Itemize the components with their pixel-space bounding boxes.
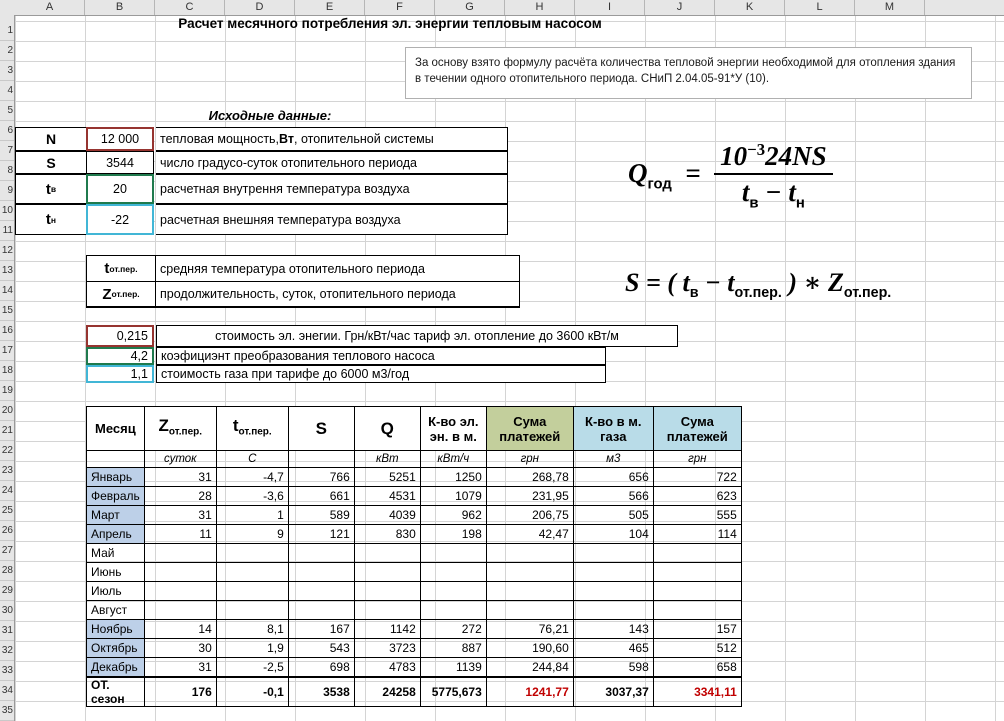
row-header-2[interactable]: 2 [0,41,14,61]
table-header-7[interactable]: К-во в м. газа [573,407,653,451]
row-header-18[interactable]: 18 [0,361,14,381]
table-cell-r4-c2[interactable] [288,544,354,563]
table-cell-r9-c6[interactable]: 465 [573,639,653,658]
column-header-e[interactable]: E [295,0,365,15]
table-cell-r10-c3[interactable]: 4783 [354,658,420,677]
table-header-5[interactable]: К-во эл. эн. в м. [420,407,486,451]
table-cell-r6-c3[interactable] [354,582,420,601]
table-cell-r9-c7[interactable]: 512 [653,639,741,658]
table-cell-r7-c3[interactable] [354,601,420,620]
table-cell-r9-c3[interactable]: 3723 [354,639,420,658]
table-cell-r1-c6[interactable]: 566 [573,487,653,506]
table-month-cell[interactable]: Июль [87,582,145,601]
row-header-30[interactable]: 30 [0,601,14,621]
tariff-desc-0: стоимость эл. энегии. Грн/кВт/час тариф эл. отопление до 3600 кВт/м [156,325,678,347]
table-cell-r1-c5[interactable]: 231,95 [486,487,573,506]
tariff-value-1[interactable]: 4,2 [86,347,154,365]
table-cell-r3-c3[interactable]: 830 [354,525,420,544]
column-header-i[interactable]: I [575,0,645,15]
table-row[interactable] [87,582,742,601]
table-cell-r9-c1[interactable]: 1,9 [216,639,288,658]
table-total [87,677,742,707]
table-month-cell[interactable]: Апрель [87,525,145,544]
table-cell-r10-c7[interactable]: 658 [653,658,741,677]
table-row[interactable] [87,506,742,525]
row-header-5[interactable]: 5 [0,101,14,121]
param-value-1[interactable]: 3544 [86,151,154,174]
note-box: За основу взято формулу расчёта количества тепловой энергии необходимой для отопления здания в течении одного отопительного периода. СНиП 2.04.05-91*У (10). [405,47,972,99]
table-row[interactable] [87,544,742,563]
table-unit-8: грн [653,451,741,468]
table-cell-r3-c7[interactable]: 114 [653,525,741,544]
table-cell-r9-c4[interactable]: 887 [420,639,486,658]
table-cell-r6-c2[interactable] [288,582,354,601]
table-cell-r8-c7[interactable]: 157 [653,620,741,639]
table-cell-r3-c2[interactable]: 121 [288,525,354,544]
table-cell-r9-c2[interactable]: 543 [288,639,354,658]
row-header-3[interactable]: 3 [0,61,14,81]
table-row[interactable] [87,620,742,639]
row-header-23[interactable]: 23 [0,461,14,481]
equals-sign: = [678,157,708,188]
row-header-7[interactable]: 7 [0,141,14,161]
table-cell-r6-c6[interactable] [573,582,653,601]
input-data-subtitle: Исходные данные: [208,108,332,123]
row-header-20[interactable]: 20 [0,401,14,421]
total-value-4: 5775,673 [420,677,486,707]
formula-denominator: $t_в - t_н$ [741,177,805,212]
table-month-cell[interactable]: Август [87,601,145,620]
table-header-8[interactable]: Сума платежей [653,407,741,451]
table-cell-r3-c1[interactable]: 9 [216,525,288,544]
table-row[interactable] [87,601,742,620]
row-header-26[interactable]: 26 [0,521,14,541]
tariff-desc-2: стоимость газа при тарифе до 6000 м3/год [156,365,606,383]
table-cell-r5-c2[interactable] [288,563,354,582]
table-cell-r1-c2[interactable]: 661 [288,487,354,506]
consumption-table [86,406,742,707]
table-cell-r3-c5[interactable]: 42,47 [486,525,573,544]
table-cell-r2-c3[interactable]: 4039 [354,506,420,525]
column-header-m[interactable]: M [855,0,925,15]
column-header-c[interactable]: C [155,0,225,15]
param-value-3[interactable]: -22 [86,204,154,235]
table-cell-r4-c5[interactable] [486,544,573,563]
total-label: ОТ. сезон [87,677,145,707]
row-header-31[interactable]: 31 [0,621,14,641]
table-row[interactable] [87,639,742,658]
row-header-17[interactable]: 17 [0,341,14,361]
total-value-5: 1241,77 [486,677,573,707]
def-bottom-border [86,307,520,308]
row-header-10[interactable]: 10 [0,201,14,221]
table-cell-r6-c0[interactable] [144,582,216,601]
column-header-j[interactable]: J [645,0,715,15]
column-header-k[interactable]: K [715,0,785,15]
table-cell-r7-c5[interactable] [486,601,573,620]
row-header-24[interactable]: 24 [0,481,14,501]
table-cell-r2-c6[interactable]: 505 [573,506,653,525]
table-cell-r1-c4[interactable]: 1079 [420,487,486,506]
row-header-35[interactable]: 35 [0,701,14,721]
table-cell-r2-c5[interactable]: 206,75 [486,506,573,525]
table-header-2[interactable]: $t_{от.пер.}$ [216,407,288,451]
param-label-1: S [15,151,86,174]
table-cell-r0-c3[interactable]: 5251 [354,468,420,487]
table-body [87,468,742,677]
table-cell-r6-c1[interactable] [216,582,288,601]
column-header-f[interactable]: F [365,0,435,15]
table-row[interactable] [87,468,742,487]
row-header-25[interactable]: 25 [0,501,14,521]
page-title: Расчет месячного потребления эл. энергии тепловым насосом [178,16,602,31]
table-cell-r9-c5[interactable]: 190,60 [486,639,573,658]
table-unit-7: м3 [573,451,653,468]
table-row[interactable] [87,525,742,544]
grid-hline [15,401,1004,402]
tariff-desc-1: коэфициэнт преобразования теплового насоса [156,347,606,365]
table-cell-r10-c0[interactable]: 31 [144,658,216,677]
table-cell-r7-c2[interactable] [288,601,354,620]
table-cell-r4-c6[interactable] [573,544,653,563]
table-header-6[interactable]: Сума платежей [486,407,573,451]
table-cell-r5-c4[interactable] [420,563,486,582]
table-cell-r8-c4[interactable]: 272 [420,620,486,639]
row-header-28[interactable]: 28 [0,561,14,581]
table-cell-r1-c1[interactable]: -3,6 [216,487,288,506]
grid-hline [15,241,1004,242]
table-cell-r8-c1[interactable]: 8,1 [216,620,288,639]
table-cell-r6-c5[interactable] [486,582,573,601]
table-month-cell[interactable]: Март [87,506,145,525]
formula-s: S = ( $t_в - t_{от.пер.}$ ) ∗ $Z_{от.пер.}$ [625,268,892,302]
table-cell-r0-c1[interactable]: -4,7 [216,468,288,487]
table-header-3[interactable]: S [288,407,354,451]
table-cell-r6-c4[interactable] [420,582,486,601]
table-month-cell[interactable]: Январь [87,468,145,487]
table-cell-r7-c7[interactable] [653,601,741,620]
table-cell-r7-c1[interactable] [216,601,288,620]
table-cell-r3-c6[interactable]: 104 [573,525,653,544]
table-cell-r2-c7[interactable]: 555 [653,506,741,525]
table-unit-0 [87,451,145,468]
table-unit-4: кВт [354,451,420,468]
row-header-21[interactable]: 21 [0,421,14,441]
param-label-0: N [15,127,86,151]
row-header-15[interactable]: 15 [0,301,14,321]
def-label-1: Z от.пер. [86,281,156,307]
column-header-h[interactable]: H [505,0,575,15]
row-header-14[interactable]: 14 [0,281,14,301]
row-header-6[interactable]: 6 [0,121,14,141]
formula-fraction [714,140,832,211]
formula-q-year [628,140,833,211]
row-header-12[interactable]: 12 [0,241,14,261]
param-desc-0: тепловая мощность, Вт , отопительной системы [156,127,508,151]
table-unit-5: кВт/ч [420,451,486,468]
table-cell-r5-c5[interactable] [486,563,573,582]
table-header-4[interactable]: Q [354,407,420,451]
table-cell-r10-c2[interactable]: 698 [288,658,354,677]
table-unit-6: грн [486,451,573,468]
table-cell-r2-c0[interactable]: 31 [144,506,216,525]
table-unit-3 [288,451,354,468]
table-cell-r0-c5[interactable]: 268,78 [486,468,573,487]
table-cell-r7-c4[interactable] [420,601,486,620]
table-cell-r5-c7[interactable] [653,563,741,582]
def-desc-0: средняя температура отопительного периода [156,255,520,281]
table-row[interactable] [87,487,742,506]
grid-hline [15,41,1004,42]
column-header-d[interactable]: D [225,0,295,15]
table-cell-r5-c3[interactable] [354,563,420,582]
formula-lhs: $Q_{год}$ [628,157,672,193]
table-cell-r10-c5[interactable]: 244,84 [486,658,573,677]
table-cell-r9-c0[interactable]: 30 [144,639,216,658]
total-value-3: 24258 [354,677,420,707]
table-cell-r8-c3[interactable]: 1142 [354,620,420,639]
table-cell-r8-c5[interactable]: 76,21 [486,620,573,639]
row-header-16[interactable]: 16 [0,321,14,341]
column-header-a[interactable]: A [15,0,85,15]
table-cell-r8-c6[interactable]: 143 [573,620,653,639]
table-header-0[interactable]: Месяц [87,407,145,451]
table-total-row [87,677,742,707]
table-cell-r4-c1[interactable] [216,544,288,563]
total-value-1: -0,1 [216,677,288,707]
column-header-g[interactable]: G [435,0,505,15]
param-label-3: t н [15,204,86,235]
table-cell-r0-c4[interactable]: 1250 [420,468,486,487]
def-desc-1: продолжительность, суток, отопительного периода [156,281,520,307]
table-cell-r5-c6[interactable] [573,563,653,582]
table-month-cell[interactable]: Май [87,544,145,563]
row-header-27[interactable]: 27 [0,541,14,561]
table-cell-r7-c0[interactable] [144,601,216,620]
column-header-b[interactable]: B [85,0,155,15]
grid-hline [15,321,1004,322]
table-cell-r3-c0[interactable]: 11 [144,525,216,544]
table-month-cell[interactable]: Июнь [87,563,145,582]
table-row[interactable] [87,658,742,677]
table-row[interactable] [87,563,742,582]
param-value-0[interactable]: 12 000 [86,127,154,151]
row-header-33[interactable]: 33 [0,661,14,681]
table-cell-r3-c4[interactable]: 198 [420,525,486,544]
row-header-1[interactable]: 1 [0,21,14,41]
formula-numerator: $10^{-3}24NS$ [714,140,832,175]
table-cell-r0-c6[interactable]: 656 [573,468,653,487]
table-cell-r7-c6[interactable] [573,601,653,620]
param-desc-1: число градусо-суток отопительного периода [156,151,508,174]
param-label-2: t в [15,174,86,204]
param-value-2[interactable]: 20 [86,174,154,204]
row-header-13[interactable]: 13 [0,261,14,281]
tariff-value-2[interactable]: 1,1 [86,365,154,383]
table-cell-r2-c1[interactable]: 1 [216,506,288,525]
table-cell-r4-c4[interactable] [420,544,486,563]
table-cell-r4-c3[interactable] [354,544,420,563]
row-header-32[interactable]: 32 [0,641,14,661]
column-headers[interactable] [0,0,1004,16]
row-header-8[interactable]: 8 [0,161,14,181]
table-cell-r1-c3[interactable]: 4531 [354,487,420,506]
table-cell-r10-c6[interactable]: 598 [573,658,653,677]
table-units-row [87,451,742,468]
tariff-value-0[interactable]: 0,215 [86,325,154,347]
table-cell-r0-c2[interactable]: 766 [288,468,354,487]
table-month-cell[interactable]: Октябрь [87,639,145,658]
table-cell-r2-c4[interactable]: 962 [420,506,486,525]
table-unit-1: суток [144,451,216,468]
row-header-34[interactable]: 34 [0,681,14,701]
row-header-11[interactable]: 11 [0,221,14,241]
row-headers[interactable] [0,15,15,721]
table-cell-r6-c7[interactable] [653,582,741,601]
total-value-0: 176 [144,677,216,707]
table-cell-r0-c0[interactable]: 31 [144,468,216,487]
def-label-0: t от.пер. [86,255,156,281]
table-header-1[interactable]: $Z_{от.пер.}$ [144,407,216,451]
table-cell-r5-c1[interactable] [216,563,288,582]
grid-hline [15,101,1004,102]
total-value-2: 3538 [288,677,354,707]
row-header-22[interactable]: 22 [0,441,14,461]
table-unit-2: С [216,451,288,468]
table-cell-r0-c7[interactable]: 722 [653,468,741,487]
table-month-cell[interactable]: Декабрь [87,658,145,677]
table-cell-r8-c0[interactable]: 14 [144,620,216,639]
table-month-cell[interactable]: Февраль [87,487,145,506]
row-header-9[interactable]: 9 [0,181,14,201]
total-value-6: 3037,37 [573,677,653,707]
param-desc-2: расчетная внутрення температура воздуха [156,174,508,204]
table-header-row [87,407,742,451]
table-cell-r10-c1[interactable]: -2,5 [216,658,288,677]
table-cell-r4-c7[interactable] [653,544,741,563]
table-cell-r4-c0[interactable] [144,544,216,563]
table-cell-r1-c7[interactable]: 623 [653,487,741,506]
table-cell-r10-c4[interactable]: 1139 [420,658,486,677]
table-month-cell[interactable]: Ноябрь [87,620,145,639]
row-header-4[interactable]: 4 [0,81,14,101]
row-header-19[interactable]: 19 [0,381,14,401]
table-cell-r5-c0[interactable] [144,563,216,582]
table-cell-r8-c2[interactable]: 167 [288,620,354,639]
row-header-29[interactable]: 29 [0,581,14,601]
column-header-l[interactable]: L [785,0,855,15]
total-value-7: 3341,11 [653,677,741,707]
table-cell-r2-c2[interactable]: 589 [288,506,354,525]
table-cell-r1-c0[interactable]: 28 [144,487,216,506]
param-desc-3: расчетная внешняя температура воздуха [156,204,508,235]
table-head [87,407,742,468]
